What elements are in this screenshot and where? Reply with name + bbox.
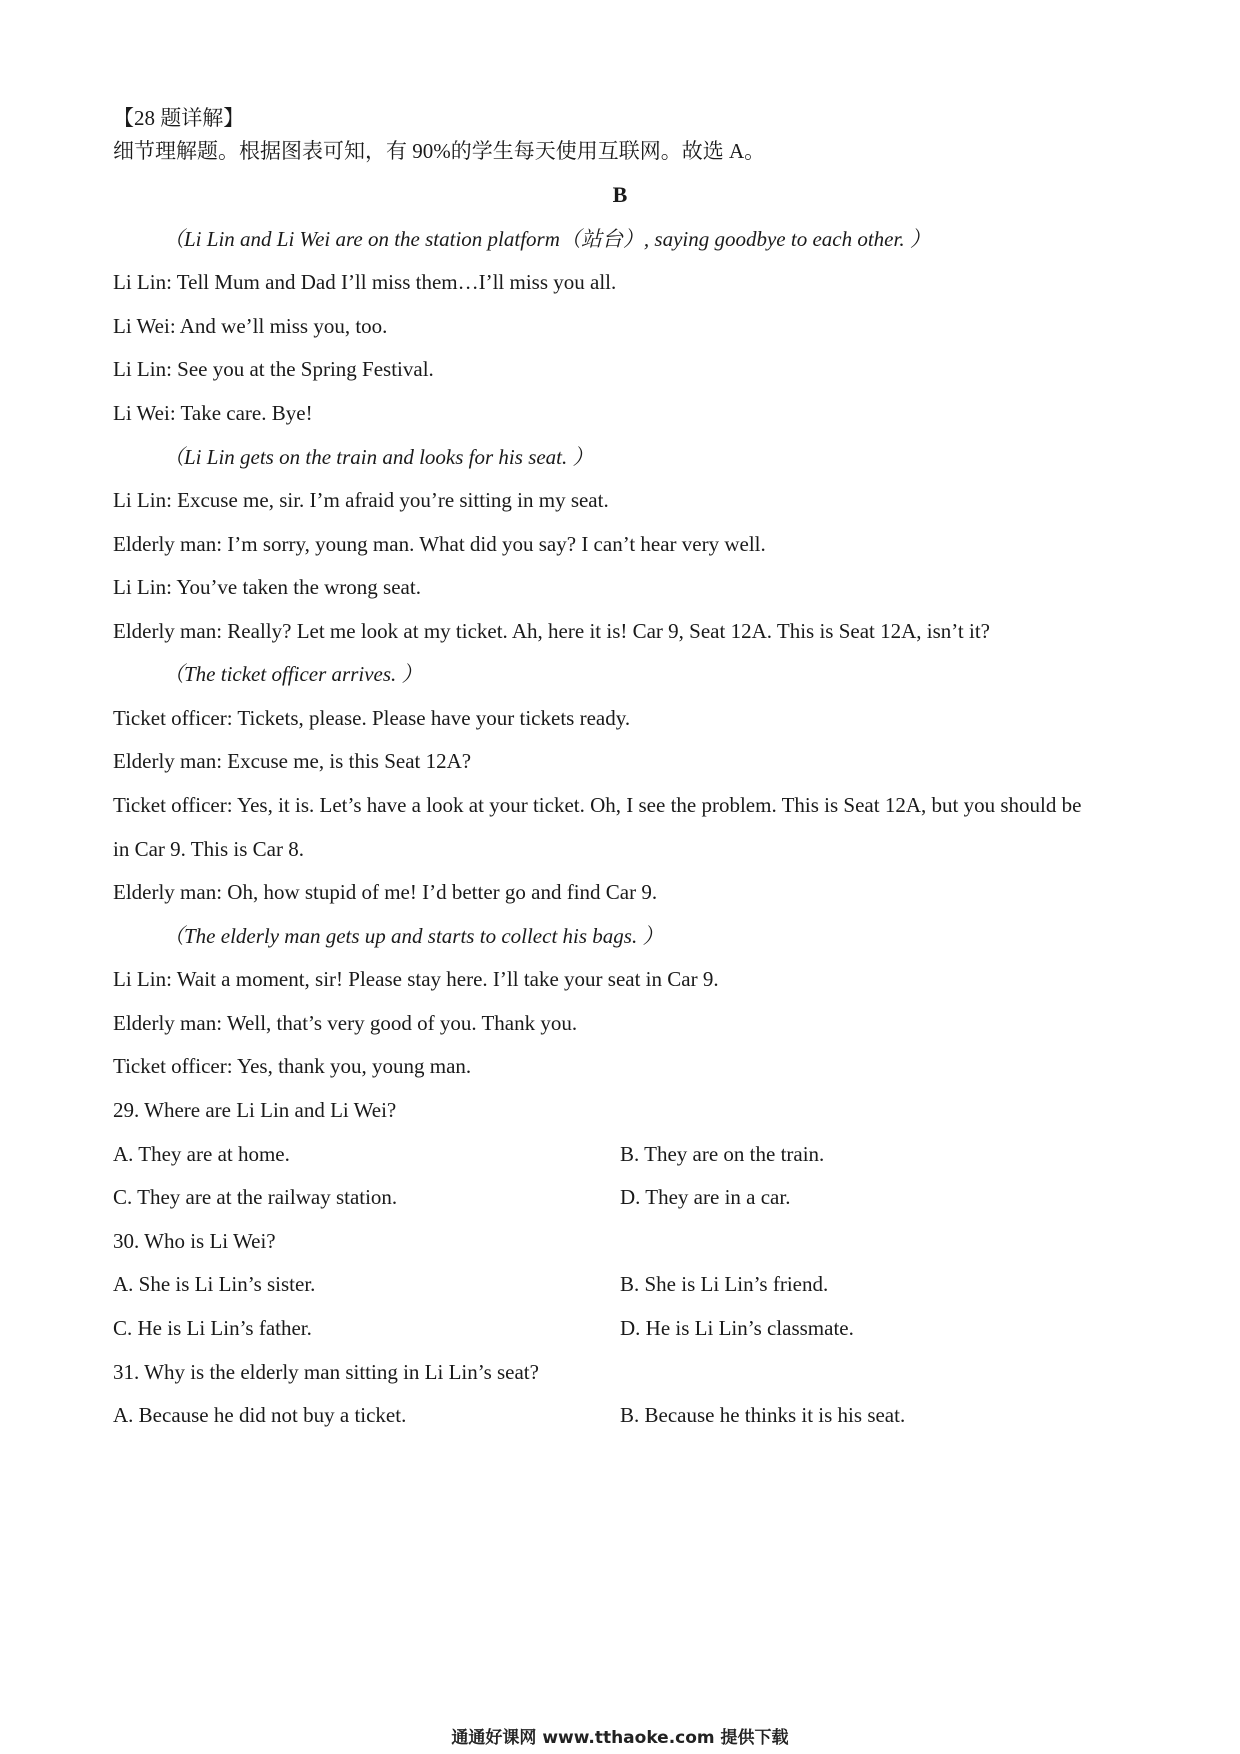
dialogue-line: Li Wei: And we’ll miss you, too. <box>113 314 388 338</box>
question-31-stem: 31. Why is the elderly man sitting in Li Lin’s seat? <box>113 1360 539 1384</box>
question-30-option-b: B. She is Li Lin’s friend. <box>620 1272 829 1296</box>
stage-direction: （Li Lin gets on the train and looks for his seat. ） <box>163 445 594 469</box>
question-29-option-b: B. They are on the train. <box>620 1142 825 1166</box>
dialogue-line: Li Lin: You’ve taken the wrong seat. <box>113 575 421 599</box>
dialogue-line: Elderly man: Excuse me, is this Seat 12A? <box>113 749 472 773</box>
question-30-option-d: D. He is Li Lin’s classmate. <box>620 1316 854 1340</box>
question-31-option-a: A. Because he did not buy a ticket. <box>113 1403 407 1427</box>
question-29-option-c: C. They are at the railway station. <box>113 1185 398 1209</box>
dialogue-line: Elderly man: Really? Let me look at my ticket. Ah, here it is! Car 9, Seat 12A. This is Seat 12A, isn’t it? <box>113 619 990 643</box>
dialogue-line: in Car 9. This is Car 8. <box>113 837 304 861</box>
dialogue-line: Elderly man: I’m sorry, young man. What did you say? I can’t hear very well. <box>113 532 766 556</box>
question-30-option-a: A. She is Li Lin’s sister. <box>113 1272 316 1296</box>
question-30-stem: 30. Who is Li Wei? <box>113 1229 276 1253</box>
dialogue-line: Ticket officer: Tickets, please. Please have your tickets ready. <box>113 706 631 730</box>
dialogue-line: Elderly man: Well, that’s very good of you. Thank you. <box>113 1011 578 1035</box>
dialogue-line: Li Lin: Tell Mum and Dad I’ll miss them…I’ll miss you all. <box>113 270 617 294</box>
dialogue-line: Ticket officer: Yes, thank you, young man. <box>113 1054 472 1078</box>
detail-title: 【28 题详解】 <box>113 106 245 130</box>
detail-text: 细节理解题。根据图表可知，有 90%的学生每天使用互联网。故选 A。 <box>113 139 766 163</box>
dialogue-line: Elderly man: Oh, how stupid of me! I’d better go and find Car 9. <box>113 880 658 904</box>
question-29-option-a: A. They are at home. <box>113 1142 290 1166</box>
stage-direction: （The ticket officer arrives. ） <box>163 662 423 686</box>
dialogue-line: Li Lin: Wait a moment, sir! Please stay here. I’ll take your seat in Car 9. <box>113 967 719 991</box>
question-31-option-b: B. Because he thinks it is his seat. <box>620 1403 906 1427</box>
section-label: B <box>612 182 628 207</box>
stage-direction: （Li Lin and Li Wei are on the station platform（站台）, saying goodbye to each other. ） <box>163 227 931 251</box>
footer-credit: 通通好课网 www.tthaoke.com 提供下载 <box>451 1728 789 1748</box>
stage-direction: （The elderly man gets up and starts to collect his bags. ） <box>163 924 664 948</box>
dialogue-line: Li Lin: Excuse me, sir. I’m afraid you’re sitting in my seat. <box>113 488 609 512</box>
dialogue-line: Ticket officer: Yes, it is. Let’s have a look at your ticket. Oh, I see the problem. This is Seat 12A, but you should be <box>113 793 1082 817</box>
question-29-stem: 29. Where are Li Lin and Li Wei? <box>113 1098 397 1122</box>
dialogue-line: Li Wei: Take care. Bye! <box>113 401 313 425</box>
question-29-option-d: D. They are in a car. <box>620 1185 791 1209</box>
question-30-option-c: C. He is Li Lin’s father. <box>113 1316 312 1340</box>
dialogue-line: Li Lin: See you at the Spring Festival. <box>113 357 434 381</box>
